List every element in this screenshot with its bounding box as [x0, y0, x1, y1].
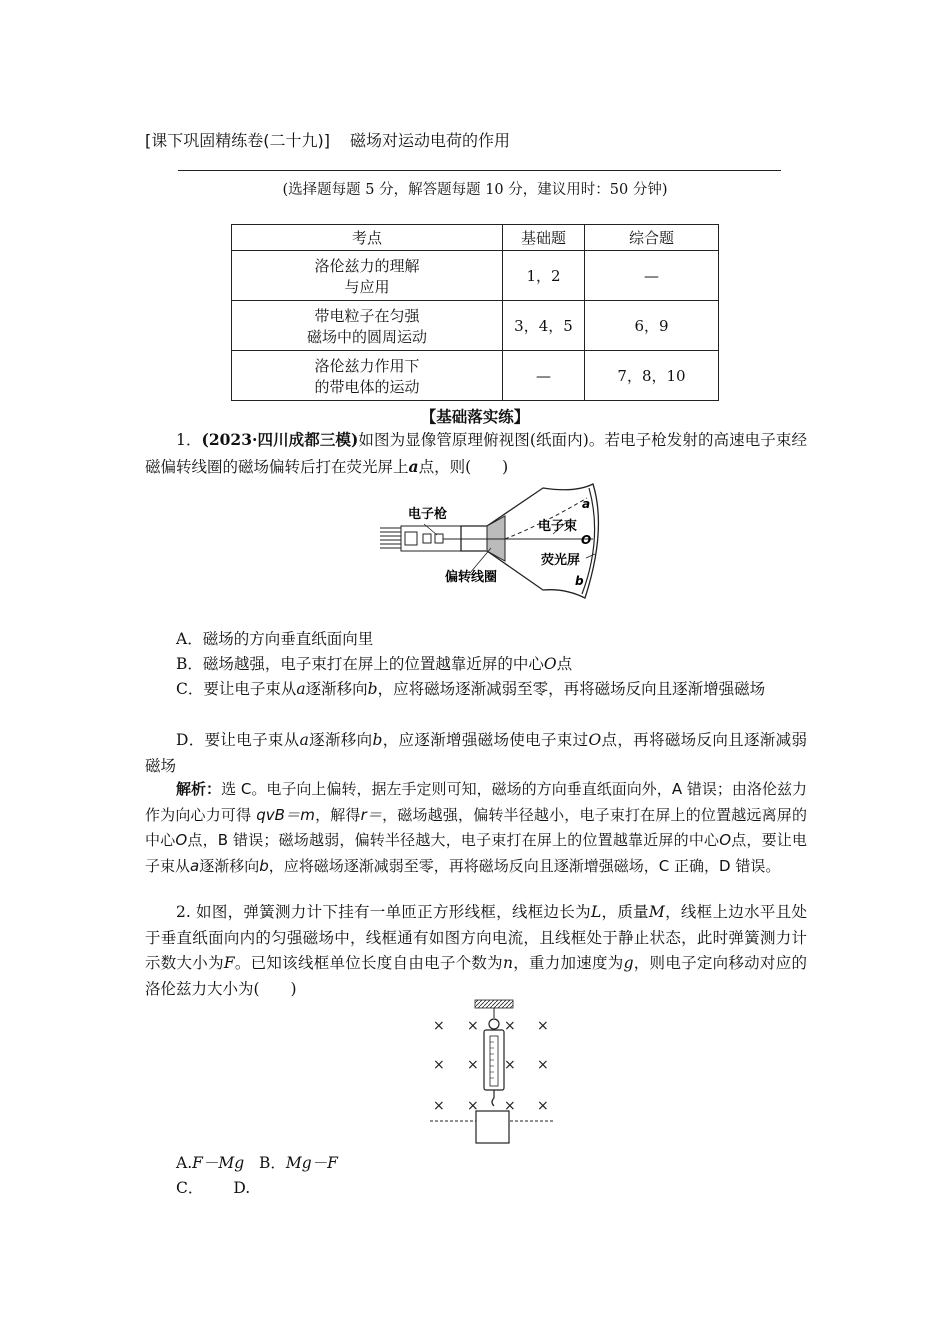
ceiling-mount: [475, 1000, 513, 1008]
wire-loop: [476, 1111, 509, 1143]
svg-text:×: ×: [504, 1098, 516, 1114]
scoring-note: (选择题每题 5 分，解答题每题 10 分，建议用时：50 分钟): [282, 182, 668, 198]
table-row: [232, 251, 719, 301]
svg-text:×: ×: [537, 1018, 549, 1034]
q2-stem: 2. 如图，弹簧测力计下挂有一单匝正方形线框，线框边长为L，质量M，线框上边水平且处于垂直纸面向内的匀强磁场中，线框通有如图方向电流，且线框处于静止状态，此时弹簧测力计示数大小为F。已知该线框单位长度自由电子个数为n，重力加速度为g，则电子定向移动对应的洛伦兹力大小为( ): [145, 903, 807, 998]
svg-text:×: ×: [433, 1098, 445, 1114]
section-title: 【基础落实练】: [420, 408, 530, 426]
exam-topic: 磁场对运动电荷的作用: [349, 131, 510, 150]
q2-option-d[interactable]: D.: [233, 1179, 251, 1197]
basic-cell: —: [503, 351, 585, 401]
q1-option-a[interactable]: A．磁场的方向垂直纸面向里: [176, 630, 374, 648]
table-header-row: [232, 225, 719, 251]
exam-title: [145, 128, 510, 151]
q2-option-b[interactable]: B．Mg－F: [258, 1154, 338, 1172]
q1-analysis: 解析：选 C。电子向上偏转，据左手定则可知，磁场的方向垂直纸面向外，A 错误；由洛伦兹力作为向心力可得 qvB＝m，解得r＝，磁场越强，偏转半径越小，电子束打在屏上的位置越远离屏的中心O点，B 错误；磁场越弱，偏转半径越大，电子束打在屏上的位置越靠近屏的中心O点，要让电子束从a逐渐移向b，应将磁场逐渐减弱至零，再将磁场反向且逐渐增强磁场，C 正确，D 错误。: [145, 780, 807, 875]
q1-option-c[interactable]: C．要让电子束从a逐渐移向b，应将磁场逐渐减弱至零，再将磁场反向且逐渐增强磁场: [176, 680, 766, 698]
q1-option-d[interactable]: D．要让电子束从a逐渐移向b，应逐渐增强磁场使电子束过O点，再将磁场反向且逐渐减弱磁场: [145, 731, 807, 775]
svg-text:×: ×: [433, 1018, 445, 1034]
comprehensive-cell: 6，9: [585, 301, 719, 351]
topic-cell: 洛伦兹力的理解 与应用: [232, 251, 503, 301]
q1-option-b[interactable]: B．磁场越强，电子束打在屏上的位置越靠近屏的中心O点: [176, 655, 573, 673]
comprehensive-cell: 7，8，10: [585, 351, 719, 401]
table-row: [232, 351, 719, 401]
point-o-label: O: [581, 533, 592, 547]
svg-text:×: ×: [537, 1057, 549, 1073]
coil-label: 偏转线圈: [445, 570, 498, 585]
table-row: [232, 301, 719, 351]
header-basic: 基础题: [503, 225, 585, 251]
header-topic: 考点: [232, 225, 503, 251]
topic-table: [231, 224, 719, 401]
q1-stem: 1．(2023·四川成都三模)如图为显像管原理俯视图(纸面内)。若电子枪发射的高速电子束经磁偏转线圈的磁场偏转后打在荧光屏上a点，则( ): [145, 430, 807, 476]
spring-scale-diagram: [420, 998, 560, 1148]
title-divider: [178, 170, 781, 171]
lower-hook: [492, 1090, 494, 1106]
svg-text:×: ×: [433, 1057, 445, 1073]
svg-text:×: ×: [467, 1057, 479, 1073]
q2-option-c[interactable]: C．: [176, 1179, 204, 1197]
basic-cell: 3，4，5: [503, 301, 585, 351]
hook-ring: [489, 1019, 499, 1029]
q2-option-a[interactable]: A.F－Mg: [176, 1154, 245, 1172]
basic-cell: 1，2: [503, 251, 585, 301]
svg-text:×: ×: [504, 1057, 516, 1073]
q2-options-ab: [176, 1151, 338, 1177]
header-comprehensive: 综合题: [585, 225, 719, 251]
topic-cell: 洛伦兹力作用下 的带电体的运动: [232, 351, 503, 401]
comprehensive-cell: —: [585, 251, 719, 301]
gun-label: 电子枪: [408, 507, 448, 522]
svg-text:×: ×: [467, 1018, 479, 1034]
crt-diagram: [375, 478, 615, 606]
q2-options-cd: [176, 1176, 250, 1202]
exam-label: [课下巩固精练卷(二十九)]: [145, 131, 330, 150]
point-b-label: b: [575, 574, 584, 588]
beam-label: 电子束: [538, 519, 578, 534]
svg-text:×: ×: [467, 1098, 479, 1114]
point-a-label: a: [582, 497, 591, 511]
svg-text:×: ×: [537, 1098, 549, 1114]
screen-label: 荧光屏: [541, 553, 581, 568]
topic-cell: 带电粒子在匀强 磁场中的圆周运动: [232, 301, 503, 351]
svg-text:×: ×: [504, 1018, 516, 1034]
